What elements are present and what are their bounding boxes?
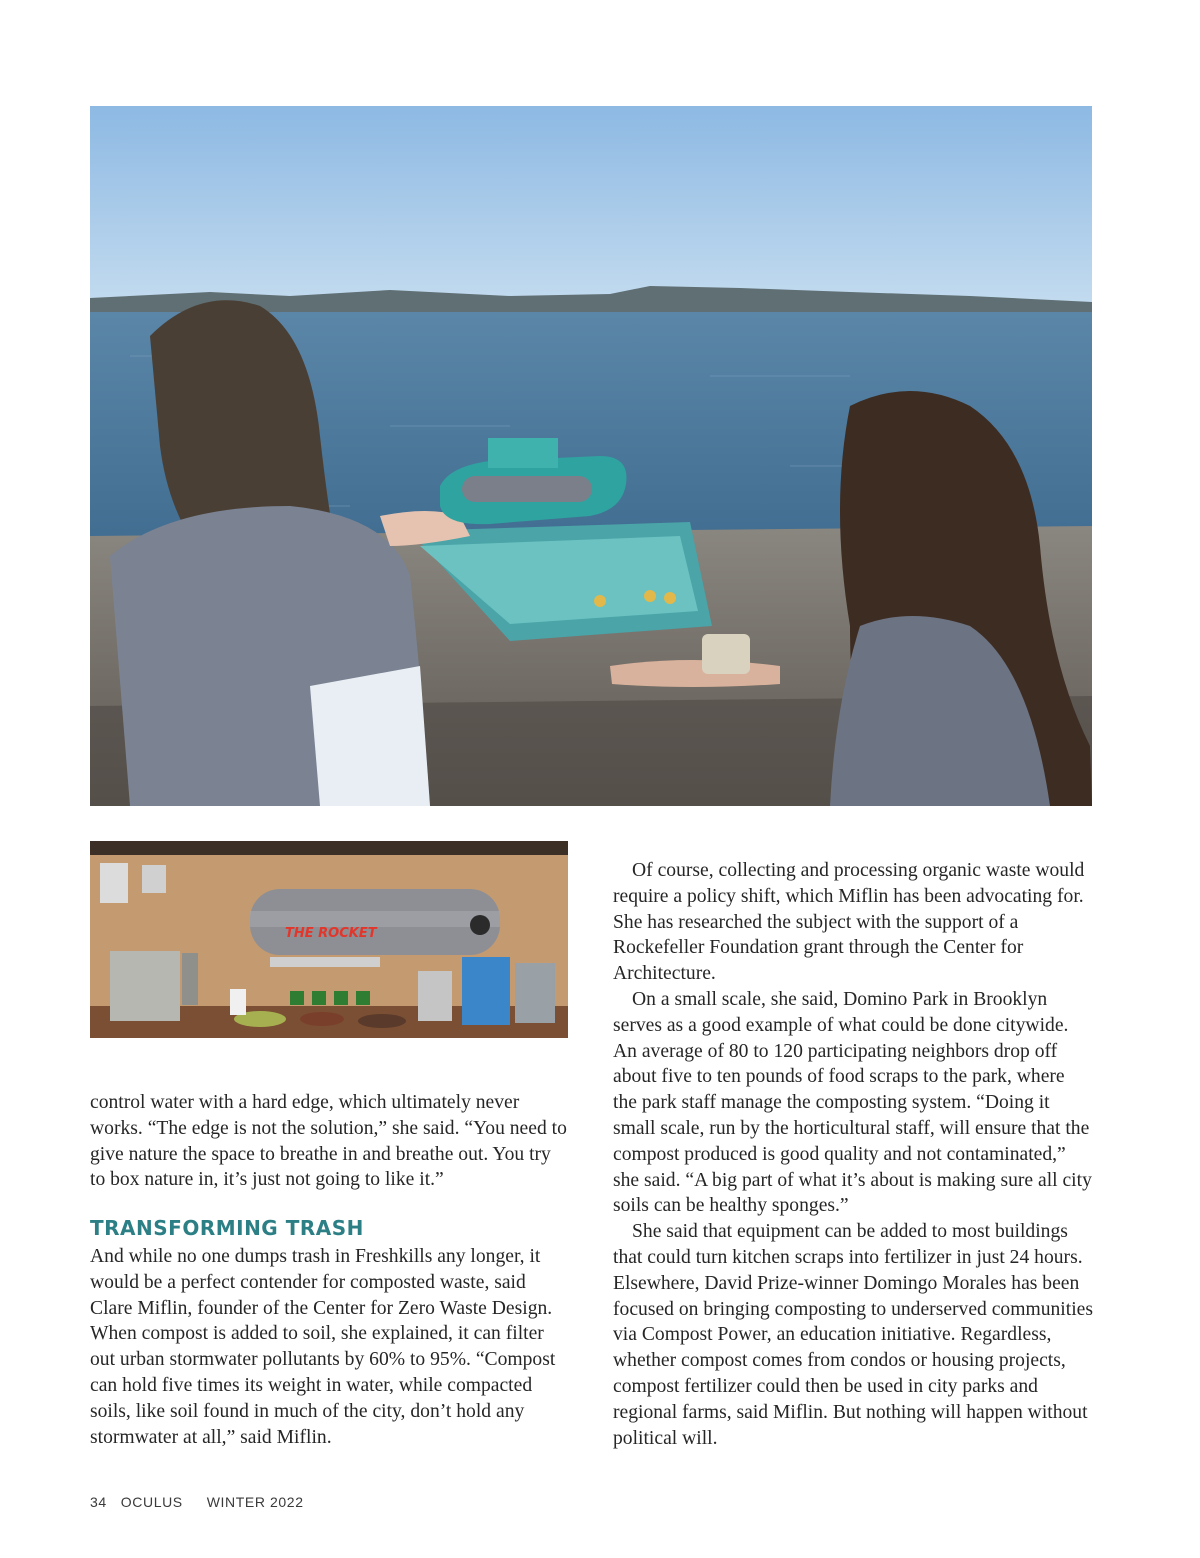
paragraph: control water with a hard edge, which ultimately never works. “The edge is not the solution,” she said. “You need to give nature the space to breathe in and breathe out. You try to box nature in, it’s just not going to like it.” — [90, 1092, 567, 1191]
compost-machine-photo — [90, 841, 568, 1038]
page-number: 34 — [90, 1494, 107, 1510]
compost-room-illustration — [90, 841, 568, 1038]
section-heading: TRANSFORMING TRASH — [90, 1216, 364, 1240]
paragraph: And while no one dumps trash in Freshkills any longer, it would be a perfect contender for composted waste, said Clare Miflin, founder of the Center for Zero Waste Design. When compost is added to soil, she explained, it can filter out urban stormwater pollutants by 60% to 95%. “Compost can hold five times its weight in water, while compacted soils, like soil found in much of the city, don’t hold any stormwater at all,” said Miflin. — [90, 1246, 556, 1448]
article-left-top — [90, 1090, 568, 1193]
paragraph: Of course, collecting and processing organic waste would require a policy shift, which Miflin has been advocating for. She has researched the subject with the support of a Rockefeller Foundation grant through the Center for Architecture. — [613, 860, 1085, 985]
main-photo — [90, 106, 1092, 806]
machine-label: THE ROCKET — [285, 926, 377, 941]
magazine-name: OCULUS — [120, 1494, 183, 1510]
paragraph: She said that equipment can be added to most buildings that could turn kitchen scraps into fertilizer in just 24 hours. Elsewhere, David Prize-winner Domingo Morales has been focused on bringing composting to underserved communities via Compost Power, an education initiative. Regardless, whether compost comes from condos or housing projects, compost fertilizer could then be used in city parks and regional farms, said Miflin. But nothing will happen without political will. — [613, 1221, 1093, 1449]
paragraph: On a small scale, she said, Domino Park in Brooklyn serves as a good example of what could be done citywide. An average of 80 to 120 participating neighbors drop off about five to ten pounds of food scraps to the park, where the park staff manage the composting system. “Doing it small scale, run by the horticultural staff, will ensure that the compost produced is good quality and not contaminated,” she said. “A big part of what it’s about is making sure all city soils can be healthy sponges.” — [613, 988, 1092, 1217]
page-footer — [90, 1494, 304, 1510]
article-right-column — [613, 858, 1093, 1451]
waterfront-scene-illustration — [90, 106, 1092, 806]
article-left-bottom — [90, 1244, 568, 1450]
issue-date: WINTER 2022 — [206, 1494, 304, 1510]
